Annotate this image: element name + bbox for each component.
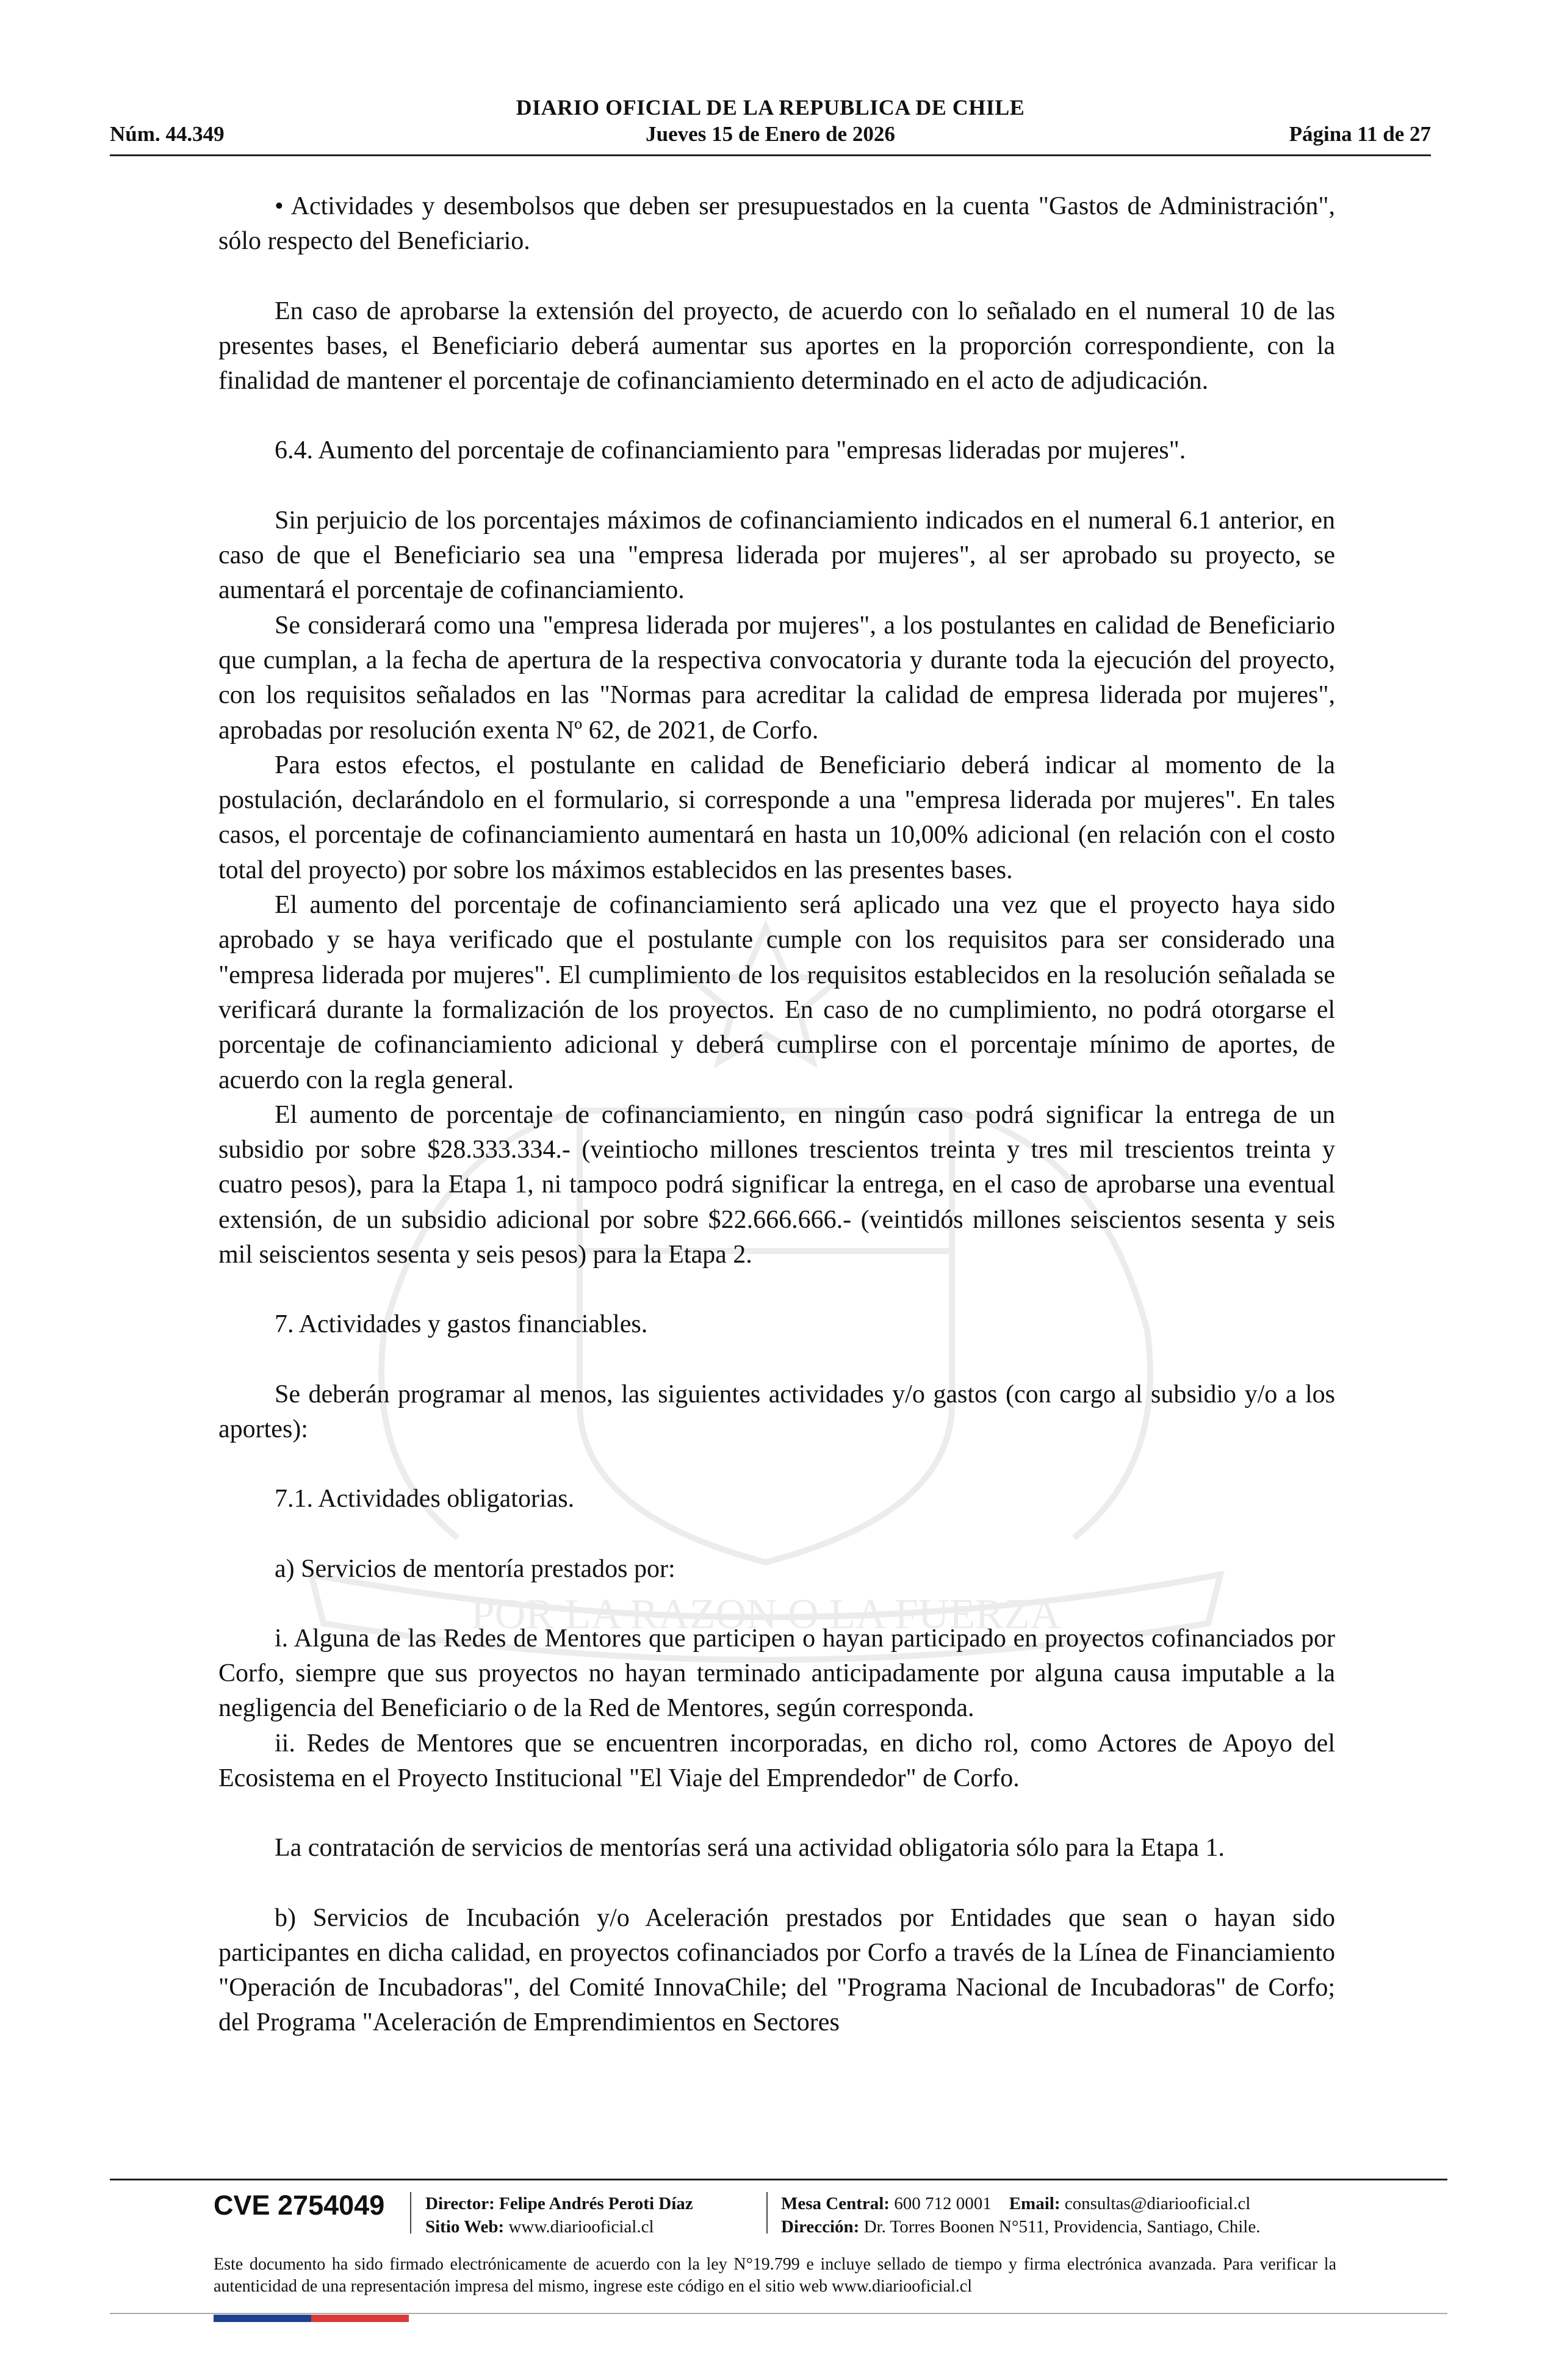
address-value: Dr. Torres Boonen N°511, Providencia, Santiago, Chile. bbox=[863, 2217, 1261, 2237]
gazette-title: DIARIO OFICIAL DE LA REPUBLICA DE CHILE bbox=[516, 95, 1025, 120]
page-indicator: Página 11 de 27 bbox=[1289, 122, 1431, 146]
list-item: i. Alguna de las Redes de Mentores que participen o hayan participado en proyectos cofinanciados por Corfo, siempre que sus proyectos no hayan terminado anticipadamente por alguna causa imputable a la negligencia del Beneficiario o de la Red de Mentores, según corresponda. bbox=[218, 1624, 1335, 1723]
footer-divider bbox=[110, 2179, 1447, 2180]
paragraph: Se considerará como una "empresa liderada por mujeres", a los postulantes en calidad de Beneficiario que cumplan, a la fecha de apertura de la respectiva convocatoria y durante toda la ejecución del proyecto, con los requisitos señalados en las "Normas para acreditar la calidad de empresa liderada por mujeres", aprobadas por resolución exenta Nº 62, de 2021, de Corfo. bbox=[218, 611, 1335, 745]
subsection-heading: 7.1. Actividades obligatorias. bbox=[275, 1485, 575, 1513]
list-item: ii. Redes de Mentores que se encuentren incorporadas, en dicho rol, como Actores de Apoyo del Ecosistema en el Proyecto Institucional "El Viaje del Emprendedor" de Corfo. bbox=[218, 1729, 1335, 1792]
paragraph: Sin perjuicio de los porcentajes máximos de cofinanciamiento indicados en el numeral 6.1 anterior, en caso de que el Beneficiario sea una "empresa liderada por mujeres", al ser aprobado su proyecto, se aumentará el porcentaje de cofinanciamiento. bbox=[218, 506, 1335, 605]
flag-stripe-red bbox=[311, 2315, 409, 2322]
director-label: Director: bbox=[425, 2194, 495, 2213]
document-body bbox=[218, 189, 1335, 2041]
header-divider bbox=[110, 154, 1431, 156]
email-label: Email: bbox=[1009, 2194, 1061, 2213]
cve-code: CVE 2754049 bbox=[214, 2190, 385, 2221]
director-name: Felipe Andrés Peroti Díaz bbox=[499, 2194, 693, 2213]
paragraph: b) Servicios de Incubación y/o Aceleración prestados por Entidades que sean o hayan sido participantes en dicha calidad, en proyectos cofinanciados por Corfo a través de la Línea de Financiamiento "Operación de Incubadoras", del Comité InnovaChile; del "Programa Nacional de Incubadoras" de Corfo; del Programa "Aceleración de Emprendimientos en Sectores bbox=[218, 1903, 1335, 2037]
paragraph: En caso de aprobarse la extensión del proyecto, de acuerdo con lo señalado en el numeral 10 de las presentes bases, el Beneficiario deberá aumentar sus aportes en la proporción correspondiente, con la finalidad de mantener el porcentaje de cofinanciamiento determinado en el acto de adjudicación. bbox=[218, 297, 1335, 395]
issue-date: Jueves 15 de Enero de 2026 bbox=[646, 122, 895, 146]
section-heading: 7. Actividades y gastos financiables. bbox=[275, 1310, 648, 1339]
footer-director-block bbox=[425, 2192, 758, 2238]
mesa-value: 600 712 0001 bbox=[894, 2194, 992, 2213]
mesa-label: Mesa Central: bbox=[781, 2194, 890, 2213]
site-link[interactable]: www.diariooficial.cl bbox=[508, 2217, 654, 2237]
footer-contact-block bbox=[781, 2192, 1342, 2238]
paragraph: Para estos efectos, el postulante en calidad de Beneficiario deberá indicar al momento de la postulación, declarándolo en el formulario, si corresponde a una "empresa liderada por mujeres". En tales casos, el porcentaje de cofinanciamiento aumentará en hasta un 10,00% adicional (en relación con el costo total del proyecto) por sobre los máximos establecidos en las presentes bases. bbox=[218, 751, 1335, 884]
paragraph: Se deberán programar al menos, las siguientes actividades y/o gastos (con cargo al subsidio y/o a los aportes): bbox=[218, 1380, 1335, 1443]
address-label: Dirección: bbox=[781, 2217, 860, 2237]
email-link[interactable]: consultas@diariooficial.cl bbox=[1064, 2194, 1251, 2213]
paragraph: El aumento de porcentaje de cofinanciamiento, en ningún caso podrá significar la entrega de un subsidio por sobre $28.333.334.- (veintiocho millones trescientos treinta y tres mil trescientos treinta y cuatro pesos), para la Etapa 1, ni tampoco podrá significar la entrega, en el caso de aprobarse una eventual extensión, de un subsidio adicional por sobre $22.666.666.- (veintidós millones seiscientos sesenta y seis mil seiscientos sesenta y seis pesos) para la Etapa 2. bbox=[218, 1100, 1335, 1269]
issue-number: Núm. 44.349 bbox=[110, 122, 225, 146]
paragraph: La contratación de servicios de mentorías será una actividad obligatoria sólo para la Etapa 1. bbox=[275, 1834, 1225, 1863]
footer-bottom-divider bbox=[110, 2313, 1447, 2314]
flag-stripe-blue bbox=[214, 2315, 311, 2322]
paragraph: • Actividades y desembolsos que deben ser presupuestados en la cuenta "Gastos de Administración", sólo respecto del Beneficiario. bbox=[218, 192, 1335, 256]
motto-text: POR LA RAZON O LA FUERZA bbox=[470, 1591, 1061, 1638]
site-label: Sitio Web: bbox=[425, 2217, 505, 2237]
list-heading: a) Servicios de mentoría prestados por: bbox=[275, 1554, 675, 1583]
section-heading: 6.4. Aumento del porcentaje de cofinanciamiento para "empresas lideradas por mujeres". bbox=[275, 436, 1186, 465]
page-header bbox=[110, 92, 1431, 153]
footer-separator bbox=[766, 2192, 768, 2234]
paragraph: El aumento del porcentaje de cofinanciamiento será aplicado una vez que el proyecto haya sido aprobado y se haya verificado que el postulante cumple con los requisitos para ser considerado una "empresa liderada por mujeres". El cumplimiento de los requisitos establecidos en la resolución señalada se verificará durante la formalización de los proyectos. En caso de no cumplimiento, no podrá otorgarse el porcentaje de cofinanciamiento adicional y deberá cumplirse con el porcentaje mínimo de aportes, de acuerdo con la regla general. bbox=[218, 891, 1335, 1094]
signature-note: Este documento ha sido firmado electrónicamente de acuerdo con la ley N°19.799 e incluye sellado de tiempo y firma electrónica avanzada. Para verificar la autenticidad de una representación impresa del mismo, ingrese este código en el sitio web www.diariooficial.cl bbox=[214, 2255, 1336, 2296]
footer-separator bbox=[410, 2192, 411, 2234]
